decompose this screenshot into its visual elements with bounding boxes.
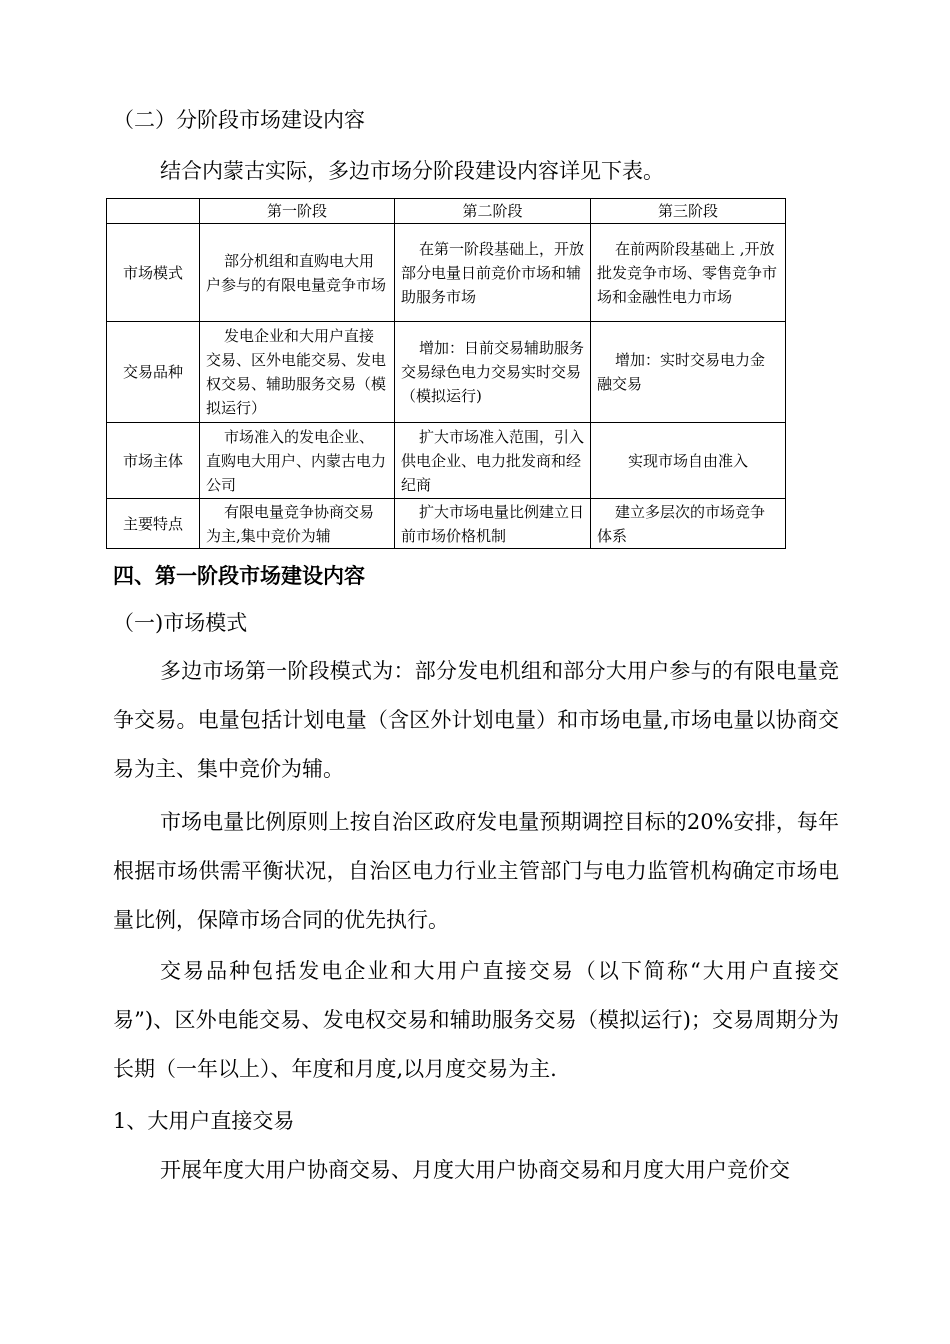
- chapter-heading: 四、第一阶段市场建设内容: [113, 563, 365, 588]
- table-header-cell: [107, 199, 200, 224]
- table-cell: 增加：日前交易辅助服务交易绿色电力交易实时交易（模拟运行): [395, 322, 591, 423]
- table-header-row: [107, 199, 786, 224]
- table-cell: 扩大市场准入范围，引入供电企业、电力批发商和经纪商: [395, 423, 591, 499]
- table-header-cell: 第二阶段: [395, 199, 591, 224]
- table-row: [107, 499, 786, 549]
- table-header-cell: 第一阶段: [200, 199, 395, 224]
- subsection-heading: （一)市场模式: [113, 611, 248, 635]
- body-paragraph: 开展年度大用户协商交易、月度大用户协商交易和月度大用户竞价交: [160, 1158, 790, 1182]
- table-cell: 实现市场自由准入: [591, 423, 786, 499]
- row-label: 市场模式: [107, 224, 200, 322]
- table-row: [107, 322, 786, 423]
- table-cell: 有限电量竞争协商交易为主,集中竞价为辅: [200, 499, 395, 549]
- body-paragraph: 多边市场第一阶段模式为：部分发电机组和部分大用户参与的有限电量竞争交易。电量包括计划电量（含区外计划电量）和市场电量,市场电量以协商交易为主、集中竞价为辅。: [113, 659, 839, 781]
- intro-paragraph: 结合内蒙古实际，多边市场分阶段建设内容详见下表。: [160, 159, 664, 183]
- table-cell: 在前两阶段基础上 ,开放批发竞争市场、零售竞争市场和金融性电力市场: [591, 224, 786, 322]
- table-row: [107, 224, 786, 322]
- table-header-cell: 第三阶段: [591, 199, 786, 224]
- body-paragraph: 交易品种包括发电企业和大用户直接交易（以下简称“大用户直接交易”)、区外电能交易、发电权交易和辅助服务交易（模拟运行)；交易周期分为长期（一年以上）、年度和月度,以月度交易为主.: [113, 959, 839, 1081]
- table-cell: 在第一阶段基础上，开放部分电量日前竞价市场和辅助服务市场: [395, 224, 591, 322]
- table-cell: 发电企业和大用户直接交易、区外电能交易、发电权交易、辅助服务交易（模拟运行）: [200, 322, 395, 423]
- section-heading: （二）分阶段市场建设内容: [113, 108, 365, 132]
- stage-table: [106, 198, 786, 549]
- body-paragraph: 市场电量比例原则上按自治区政府发电量预期调控目标的20%安排，每年根据市场供需平衡状况，自治区电力行业主管部门与电力监管机构确定市场电量比例，保障市场合同的优先执行。: [113, 810, 839, 932]
- row-label: 交易品种: [107, 322, 200, 423]
- table-cell: 市场准入的发电企业、直购电大用户、内蒙古电力公司: [200, 423, 395, 499]
- table-cell: 建立多层次的市场竞争体系: [591, 499, 786, 549]
- table-cell: 扩大市场电量比例建立日前市场价格机制: [395, 499, 591, 549]
- list-item: 1、大用户直接交易: [113, 1109, 295, 1133]
- table-cell: 部分机组和直购电大用户参与的有限电量竞争市场: [200, 224, 395, 322]
- table-cell: 增加：实时交易电力金融交易: [591, 322, 786, 423]
- table-row: [107, 423, 786, 499]
- row-label: 主要特点: [107, 499, 200, 549]
- row-label: 市场主体: [107, 423, 200, 499]
